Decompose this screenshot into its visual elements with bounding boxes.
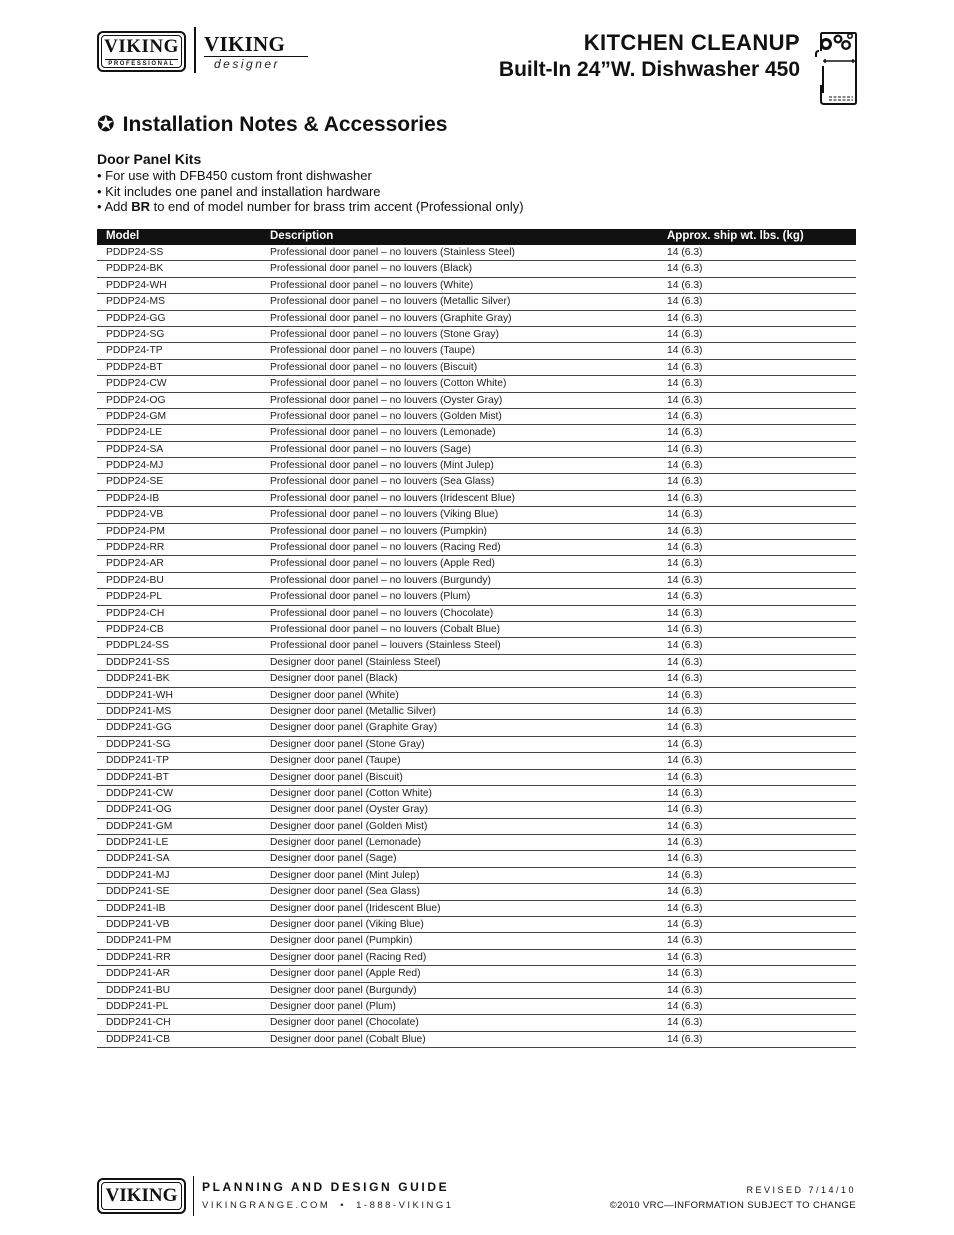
table-body: [97, 245, 856, 1048]
section-title-text: Installation Notes & Accessories: [122, 113, 448, 136]
table-row: [97, 425, 856, 441]
cell-model: DDDP241-SG: [106, 738, 171, 750]
cell-description: Designer door panel (Lemonade): [270, 837, 422, 849]
footer-divider: [193, 1176, 194, 1216]
cell-model: DDDP241-WH: [106, 689, 173, 701]
cell-weight: 14 (6.3): [667, 460, 703, 472]
cell-description: Designer door panel (Taupe): [270, 755, 401, 767]
cell-model: PDDP24-OG: [106, 394, 166, 406]
cell-description: Designer door panel (Cobalt Blue): [270, 1033, 426, 1045]
cell-model: PDDP24-MS: [106, 296, 165, 308]
cell-weight: 14 (6.3): [667, 935, 703, 947]
cell-model: DDDP241-AR: [106, 968, 171, 980]
cell-weight: 14 (6.3): [667, 312, 703, 324]
cell-model: DDDP241-CW: [106, 787, 173, 799]
cell-weight: 14 (6.3): [667, 247, 703, 258]
cell-weight: 14 (6.3): [667, 361, 703, 373]
star-icon: ✪: [97, 113, 115, 136]
table-row: [97, 1015, 856, 1031]
cell-model: PDDP24-GG: [106, 312, 166, 324]
cell-model: DDDP241-CH: [106, 1017, 171, 1029]
cell-weight: 14 (6.3): [667, 1017, 703, 1029]
cell-model: PDDP24-BU: [106, 574, 164, 586]
table-row: [97, 261, 856, 277]
cell-description: Designer door panel (Racing Red): [270, 951, 427, 963]
cell-model: DDDP241-GM: [106, 820, 173, 832]
cell-model: PDDP24-PL: [106, 591, 163, 603]
cell-model: DDDP241-MS: [106, 705, 172, 717]
table-row: [97, 917, 856, 933]
cell-description: Professional door panel – no louvers (White): [270, 279, 474, 291]
table-row: [97, 770, 856, 786]
table-row: [97, 753, 856, 769]
dishwasher-icon: [815, 31, 857, 105]
cell-model: DDDP241-RR: [106, 951, 171, 963]
cell-weight: 14 (6.3): [667, 771, 703, 783]
cell-description: Designer door panel (Burgundy): [270, 984, 417, 996]
viking-professional-logo: [97, 31, 186, 72]
cell-model: PDDP24-RR: [106, 542, 165, 554]
cell-description: Professional door panel – no louvers (Iridescent Blue): [270, 492, 515, 504]
cell-weight: 14 (6.3): [667, 558, 703, 570]
table-row: [97, 835, 856, 851]
table-row: [97, 1032, 856, 1048]
cell-description: Professional door panel – no louvers (Burgundy): [270, 574, 491, 586]
header-description: Description: [270, 230, 334, 242]
table-row: [97, 442, 856, 458]
table-row: [97, 999, 856, 1015]
footer-logo-word: VIKING: [105, 1185, 178, 1206]
cell-model: DDDP241-GG: [106, 722, 172, 734]
footer-url: VIKINGRANGE.COM: [202, 1200, 331, 1211]
cell-weight: 14 (6.3): [667, 738, 703, 750]
table-row: [97, 491, 856, 507]
cell-description: Professional door panel – no louvers (Taupe): [270, 345, 475, 357]
cell-description: Designer door panel (Mint Julep): [270, 869, 420, 881]
table-row: [97, 966, 856, 982]
logo-sub: PROFESSIONAL: [105, 59, 178, 67]
cell-weight: 14 (6.3): [667, 328, 703, 340]
footer-separator: •: [340, 1200, 347, 1211]
cell-description: Professional door panel – no louvers (Viking Blue): [270, 509, 499, 521]
cell-description: Professional door panel – no louvers (Stone Gray): [270, 328, 499, 340]
table-row: [97, 343, 856, 359]
table-row: [97, 311, 856, 327]
table-row: [97, 409, 856, 425]
cell-weight: 14 (6.3): [667, 410, 703, 422]
cell-model: PDDP24-GM: [106, 410, 167, 422]
cell-description: Professional door panel – no louvers (Mint Julep): [270, 460, 494, 472]
bullet-bold-text: BR: [131, 199, 150, 215]
bullet-text: • Add: [97, 199, 132, 215]
cell-model: DDDP241-SE: [106, 886, 170, 898]
cell-model: DDDP241-BK: [106, 673, 170, 685]
cell-weight: 14 (6.3): [667, 427, 703, 439]
table-row: [97, 737, 856, 753]
page-subtitle: Built-In 24”W. Dishwasher 450: [498, 58, 800, 81]
cell-weight: 14 (6.3): [667, 607, 703, 619]
table-row: [97, 589, 856, 605]
cell-description: Professional door panel – no louvers (Chocolate): [270, 607, 494, 619]
cell-description: Professional door panel – no louvers (Plum): [270, 591, 471, 603]
cell-weight: 14 (6.3): [667, 443, 703, 455]
cell-description: Designer door panel (Viking Blue): [270, 919, 424, 931]
cell-model: PDDP24-BK: [106, 263, 164, 275]
cell-weight: 14 (6.3): [667, 919, 703, 931]
cell-weight: 14 (6.3): [667, 263, 703, 275]
accessories-table: [97, 229, 856, 1048]
logo-word: VIKING: [104, 36, 179, 57]
cell-description: Designer door panel (White): [270, 689, 399, 701]
table-row: [97, 884, 856, 900]
table-row: [97, 868, 856, 884]
table-row: [97, 688, 856, 704]
table-row: [97, 638, 856, 654]
table-row: [97, 671, 856, 687]
table-row: [97, 245, 856, 261]
header-model: Model: [106, 230, 140, 242]
table-row: [97, 556, 856, 572]
cell-model: PDDP24-LE: [106, 427, 163, 439]
cell-description: Professional door panel – no louvers (Sea Glass): [270, 476, 495, 488]
cell-description: Professional door panel – no louvers (Metallic Silver): [270, 296, 511, 308]
cell-description: Designer door panel (Black): [270, 673, 398, 685]
table-row: [97, 294, 856, 310]
cell-model: DDDP241-TP: [106, 755, 169, 767]
cell-model: DDDP241-MJ: [106, 869, 170, 881]
cell-model: PDDP24-VB: [106, 509, 164, 521]
bullet-text: • For use with DFB450 custom front dishwasher: [97, 168, 372, 183]
table-row: [97, 786, 856, 802]
bullet-list: [97, 168, 524, 215]
cell-weight: 14 (6.3): [667, 591, 703, 603]
cell-weight: 14 (6.3): [667, 755, 703, 767]
footer-contact: [202, 1200, 454, 1211]
cell-model: PDDP24-SA: [106, 443, 164, 455]
cell-description: Professional door panel – no louvers (Cobalt Blue): [270, 623, 501, 635]
cell-weight: 14 (6.3): [667, 968, 703, 980]
cell-model: PDDP24-PM: [106, 525, 165, 537]
table-row: [97, 573, 856, 589]
bullet-item: [97, 199, 524, 215]
logo-divider: [194, 27, 196, 73]
cell-weight: 14 (6.3): [667, 345, 703, 357]
table-row: [97, 983, 856, 999]
cell-model: PDDP24-CW: [106, 378, 167, 390]
table-row: [97, 507, 856, 523]
cell-weight: 14 (6.3): [667, 623, 703, 635]
cell-description: Designer door panel (Chocolate): [270, 1017, 419, 1029]
cell-description: Designer door panel (Sea Glass): [270, 886, 420, 898]
cell-weight: 14 (6.3): [667, 509, 703, 521]
cell-model: DDDP241-SS: [106, 656, 170, 668]
table-row: [97, 704, 856, 720]
cell-weight: 14 (6.3): [667, 787, 703, 799]
page-title: KITCHEN CLEANUP: [583, 30, 800, 55]
cell-weight: 14 (6.3): [667, 689, 703, 701]
cell-description: Professional door panel – no louvers (Stainless Steel): [270, 247, 515, 258]
cell-weight: 14 (6.3): [667, 1033, 703, 1045]
cell-description: Professional door panel – no louvers (Pumpkin): [270, 525, 487, 537]
cell-description: Designer door panel (Oyster Gray): [270, 804, 428, 816]
cell-weight: 14 (6.3): [667, 656, 703, 668]
cell-model: PDDP24-CB: [106, 623, 164, 635]
table-row: [97, 540, 856, 556]
designer-logo-sub: designer: [214, 57, 281, 71]
designer-logo-word: VIKING: [204, 32, 286, 56]
cell-model: PDDP24-CH: [106, 607, 165, 619]
header-weight: Approx. ship wt. lbs. (kg): [667, 230, 804, 242]
cell-model: DDDP241-IB: [106, 902, 166, 914]
footer-revised: REVISED 7/14/10: [746, 1185, 856, 1195]
cell-description: Professional door panel – no louvers (Golden Mist): [270, 410, 502, 422]
cell-weight: 14 (6.3): [667, 804, 703, 816]
cell-description: Designer door panel (Sage): [270, 853, 397, 865]
kit-heading: Door Panel Kits: [97, 151, 202, 167]
cell-description: Designer door panel (Graphite Gray): [270, 722, 438, 734]
table-row: [97, 851, 856, 867]
table-row: [97, 360, 856, 376]
table-row: [97, 720, 856, 736]
cell-weight: 14 (6.3): [667, 837, 703, 849]
bullet-item: [97, 168, 524, 184]
cell-description: Professional door panel – no louvers (Apple Red): [270, 558, 495, 570]
table-row: [97, 327, 856, 343]
cell-weight: 14 (6.3): [667, 279, 703, 291]
table-row: [97, 393, 856, 409]
cell-weight: 14 (6.3): [667, 525, 703, 537]
cell-model: PDDP24-AR: [106, 558, 164, 570]
cell-weight: 14 (6.3): [667, 574, 703, 586]
cell-weight: 14 (6.3): [667, 542, 703, 554]
cell-description: Designer door panel (Apple Red): [270, 968, 421, 980]
bullet-text-suffix: to end of model number for brass trim accent (Professional only): [149, 199, 524, 215]
cell-description: Designer door panel (Biscuit): [270, 771, 403, 783]
cell-model: DDDP241-PM: [106, 935, 172, 947]
cell-weight: 14 (6.3): [667, 722, 703, 734]
cell-model: PDDP24-SG: [106, 328, 165, 340]
cell-weight: 14 (6.3): [667, 476, 703, 488]
cell-model: DDDP241-PL: [106, 1000, 169, 1012]
cell-description: Designer door panel (Golden Mist): [270, 820, 428, 832]
bullet-item: [97, 184, 524, 200]
bullet-text: • Kit includes one panel and installation hardware: [97, 183, 381, 199]
table-header: [97, 229, 856, 245]
cell-weight: 14 (6.3): [667, 1000, 703, 1012]
cell-description: Designer door panel (Stone Gray): [270, 738, 425, 750]
cell-description: Professional door panel – no louvers (Cotton White): [270, 378, 507, 390]
cell-model: DDDP241-VB: [106, 919, 170, 931]
cell-model: PDDP24-SS: [106, 247, 164, 258]
cell-model: PDDP24-BT: [106, 361, 163, 373]
cell-weight: 14 (6.3): [667, 296, 703, 308]
cell-description: Designer door panel (Cotton White): [270, 787, 432, 799]
cell-weight: 14 (6.3): [667, 492, 703, 504]
cell-description: Professional door panel – no louvers (Sage): [270, 443, 471, 455]
cell-weight: 14 (6.3): [667, 902, 703, 914]
footer-guide-title: PLANNING AND DESIGN GUIDE: [202, 1180, 450, 1194]
footer-copyright: ©2010 VRC—INFORMATION SUBJECT TO CHANGE: [609, 1200, 856, 1211]
table-row: [97, 474, 856, 490]
table-row: [97, 278, 856, 294]
cell-model: PDDP24-TP: [106, 345, 163, 357]
cell-weight: 14 (6.3): [667, 705, 703, 717]
cell-model: DDDP241-OG: [106, 804, 172, 816]
cell-model: PDDPL24-SS: [106, 640, 169, 652]
cell-description: Professional door panel – no louvers (Lemonade): [270, 427, 496, 439]
cell-description: Professional door panel – no louvers (Black): [270, 263, 473, 275]
table-row: [97, 376, 856, 392]
footer-viking-logo: [97, 1178, 186, 1214]
cell-model: DDDP241-CB: [106, 1033, 171, 1045]
cell-description: Designer door panel (Pumpkin): [270, 935, 413, 947]
cell-model: DDDP241-BU: [106, 984, 171, 996]
table-row: [97, 606, 856, 622]
table-row: [97, 933, 856, 949]
cell-weight: 14 (6.3): [667, 378, 703, 390]
table-row: [97, 622, 856, 638]
cell-model: DDDP241-SA: [106, 853, 170, 865]
cell-weight: 14 (6.3): [667, 820, 703, 832]
cell-weight: 14 (6.3): [667, 984, 703, 996]
cell-weight: 14 (6.3): [667, 640, 703, 652]
viking-designer-logo: [204, 33, 308, 73]
cell-description: Designer door panel (Plum): [270, 1000, 396, 1012]
section-title: [97, 112, 447, 137]
cell-model: DDDP241-LE: [106, 837, 169, 849]
cell-model: PDDP24-MJ: [106, 460, 164, 472]
cell-weight: 14 (6.3): [667, 951, 703, 963]
cell-description: Professional door panel – no louvers (Graphite Gray): [270, 312, 512, 324]
cell-model: PDDP24-SE: [106, 476, 164, 488]
cell-weight: 14 (6.3): [667, 394, 703, 406]
cell-weight: 14 (6.3): [667, 869, 703, 881]
cell-model: PDDP24-WH: [106, 279, 167, 291]
cell-description: Professional door panel – no louvers (Biscuit): [270, 361, 478, 373]
cell-description: Designer door panel (Iridescent Blue): [270, 902, 441, 914]
table-row: [97, 524, 856, 540]
cell-model: PDDP24-IB: [106, 492, 160, 504]
cell-weight: 14 (6.3): [667, 886, 703, 898]
table-row: [97, 655, 856, 671]
table-row: [97, 802, 856, 818]
table-row: [97, 901, 856, 917]
cell-model: DDDP241-BT: [106, 771, 169, 783]
table-row: [97, 950, 856, 966]
cell-description: Designer door panel (Stainless Steel): [270, 656, 441, 668]
cell-weight: 14 (6.3): [667, 673, 703, 685]
cell-description: Professional door panel – no louvers (Oyster Gray): [270, 394, 503, 406]
cell-weight: 14 (6.3): [667, 853, 703, 865]
table-row: [97, 458, 856, 474]
footer-phone: 1-888-VIKING1: [356, 1200, 454, 1211]
cell-description: Professional door panel – louvers (Stainless Steel): [270, 640, 501, 652]
cell-description: Professional door panel – no louvers (Racing Red): [270, 542, 501, 554]
cell-description: Designer door panel (Metallic Silver): [270, 705, 436, 717]
table-row: [97, 819, 856, 835]
